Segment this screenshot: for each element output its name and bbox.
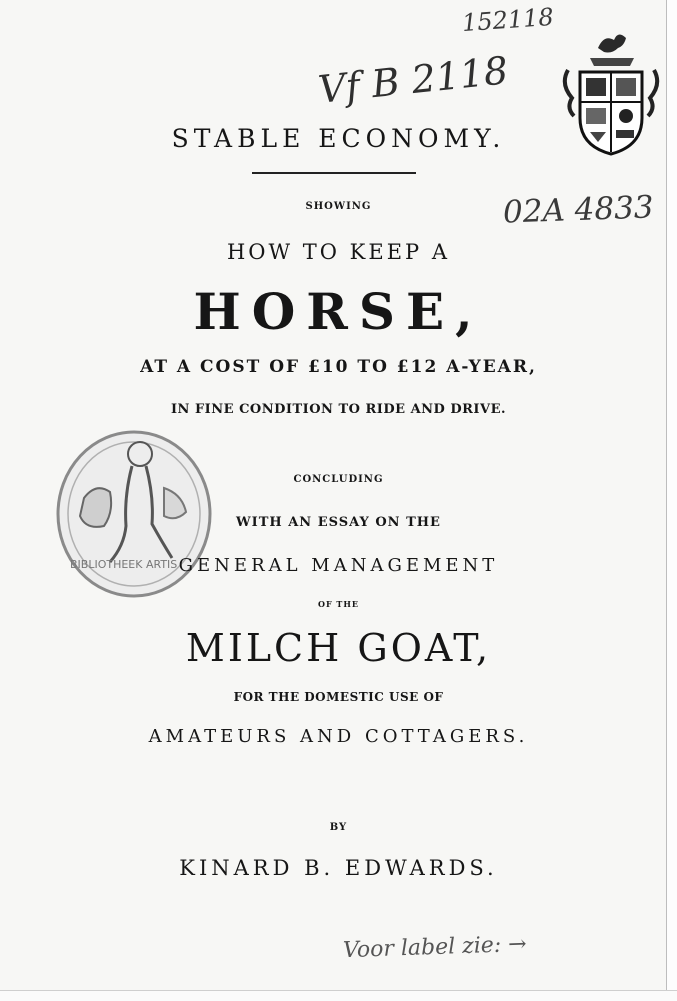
author-name: KINARD B. EDWARDS. [179, 856, 498, 880]
handwritten-note-bottom: Voor label zie: → [342, 931, 528, 964]
subtitle-domestic-use: FOR THE DOMESTIC USE OF [233, 690, 444, 704]
handwritten-shelfmark: Vf B 2118 [316, 48, 511, 112]
subtitle-how-to-keep: HOW TO KEEP A [226, 240, 450, 264]
title-rule [252, 172, 416, 174]
handwritten-number-right: 02A 4833 [502, 189, 655, 231]
page-edge-bottom [0, 990, 677, 1001]
subtitle-general-management: GENERAL MANAGEMENT [178, 555, 499, 576]
subtitle-condition: IN FINE CONDITION TO RIDE AND DRIVE. [170, 402, 507, 417]
subtitle-milch-goat: MILCH GOAT, [185, 626, 492, 670]
subtitle-cost: AT A COST OF £10 TO £12 A-YEAR, [140, 357, 537, 377]
handwritten-number-top: 152118 [461, 2, 555, 38]
subtitle-horse: HORSE, [193, 282, 484, 341]
subtitle-amateurs: AMATEURS AND COTTAGERS. [148, 726, 529, 747]
book-title: STABLE ECONOMY. [171, 124, 506, 153]
subtitle-essay: WITH AN ESSAY ON THE [236, 515, 441, 530]
byline-by: BY [329, 822, 348, 833]
subtitle-of-the: OF THE [317, 599, 360, 609]
subtitle-concluding: CONCLUDING [293, 474, 384, 485]
subtitle-showing: SHOWING [305, 201, 372, 212]
stamp-text: BIBLIOTHEEK ARTIS [70, 558, 178, 571]
